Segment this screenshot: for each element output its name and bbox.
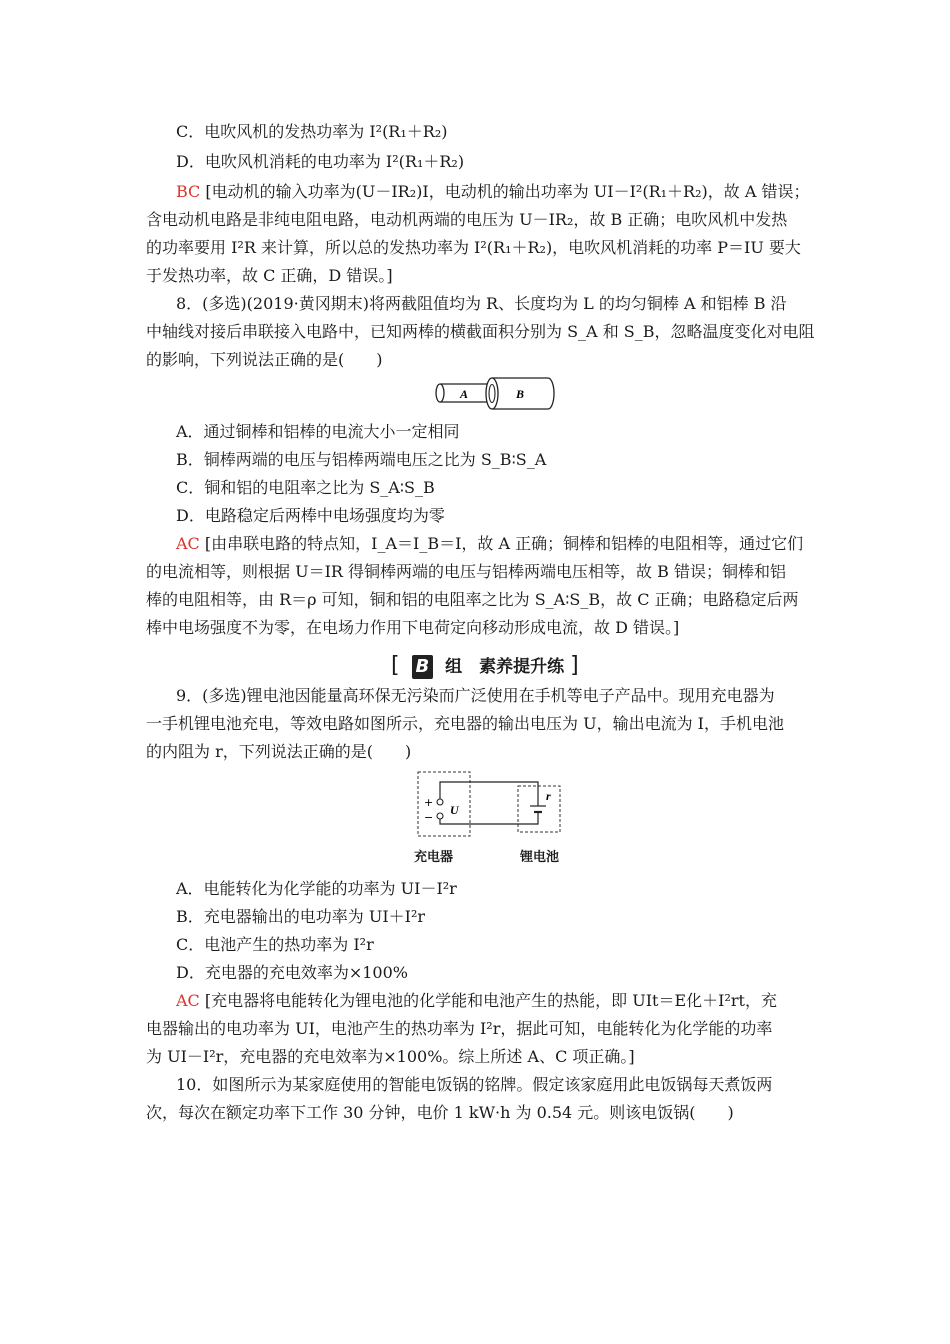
rod-b-label: B (516, 387, 525, 401)
q8-stem-2: 中轴线对接后串联接入电路中，已知两棒的横截面积分别为 S_A 和 S_B，忽略温度变化对电阻 (146, 322, 815, 341)
voltage-label: U (450, 803, 459, 817)
q9-stem-1: 9．(多选)锂电池因能量高环保无污染而广泛使用在手机等电子产品中。现用充电器为 (176, 686, 775, 705)
q8-answer-line-1 (176, 533, 803, 555)
q8-stem-3: 的影响，下列说法正确的是( ) (146, 350, 383, 369)
q8-option-b: B．铜棒两端的电压与铝棒两端电压之比为 S_B∶S_A (176, 450, 547, 469)
q10-stem-1: 10．如图所示为某家庭使用的智能电饭锅的铭牌。假定该家庭用此电饭锅每天煮饭两 (176, 1075, 773, 1094)
minus-sign: − (424, 811, 434, 824)
q9-option-a: A．电能转化为化学能的功率为 UI－I²r (176, 879, 457, 898)
q9-stem-3: 的内阻为 r，下列说法正确的是( ) (146, 742, 412, 761)
rod-a-label: A (460, 387, 469, 401)
q9-answer-key: AC (176, 991, 200, 1010)
q8-explanation-2: 的电流相等，则根据 U＝IR 得铜棒两端的电压与铝棒两端电压相等，故 B 错误；铜棒和铝 (146, 562, 786, 581)
plus-sign: + (424, 796, 434, 809)
q9-option-d: D．充电器的充电效率为×100% (176, 963, 408, 982)
resistance-label: r (546, 789, 551, 803)
battery-caption: 锂电池 (520, 850, 560, 865)
q10-stem-2: 次，每次在额定功率下工作 30 分钟，电价 1 kW·h 为 0.54 元。则该电饭锅( ) (146, 1103, 734, 1122)
q9-explanation-1: [充电器将电能转化为锂电池的化学能和电池产生的热能，即 UIt＝E化＋I²rt，充 (204, 991, 777, 1010)
q9-option-c: C．电池产生的热功率为 I²r (176, 935, 374, 954)
q8-option-a: A．通过铜棒和铝棒的电流大小一定相同 (176, 422, 460, 441)
circuit-figure (414, 770, 564, 840)
q8-explanation-3: 棒的电阻相等，由 R＝ρ 可知，铜和铝的电阻率之比为 S_A∶S_B，故 C 正确；电路稳定后两 (146, 590, 799, 609)
section-bracket-left: [ (391, 653, 400, 678)
charger-caption: 充电器 (414, 850, 454, 865)
q7-option-d: D．电吹风机消耗的电功率为 I²(R₁＋R₂) (176, 152, 465, 171)
q7-answer-line-1 (176, 181, 809, 203)
q7-explanation-3: 的功率要用 I²R 来计算，所以总的发热功率为 I²(R₁＋R₂)，电吹风机消耗的功率 P＝IU 要大 (146, 238, 801, 257)
q8-explanation-1: [由串联电路的特点知，I_A＝I_B＝I，故 A 正确；铜棒和铝棒的电阻相等，通过它们 (204, 534, 804, 553)
q9-option-b: B．充电器输出的电功率为 UI＋I²r (176, 907, 426, 926)
section-badge: B (412, 655, 434, 679)
q8-stem-1: 8．(多选)(2019·黄冈期末)将两截阻值均为 R、长度均为 L 的均匀铜棒 A 和铝棒 B 沿 (176, 294, 787, 313)
section-header (391, 654, 579, 679)
section-title: 组 素养提升练 (445, 657, 565, 677)
q9-answer-line-1 (176, 990, 777, 1012)
q8-answer-key: AC (176, 534, 200, 553)
rod-figure (430, 376, 556, 412)
q8-option-d: D．电路稳定后两棒中电场强度均为零 (176, 506, 445, 525)
section-bracket-right: ] (570, 653, 579, 678)
q7-answer-key: BC (176, 182, 201, 201)
q7-explanation-1: [电动机的输入功率为(U－IR₂)I，电动机的输出功率为 UI－I²(R₁＋R₂)，故 A 错误； (205, 182, 810, 201)
q8-explanation-4: 棒中电场强度不为零，在电场力作用下电荷定向移动形成电流，故 D 错误。] (146, 618, 680, 637)
q8-option-c: C．铜和铝的电阻率之比为 S_A∶S_B (176, 478, 435, 497)
q9-explanation-2: 电器输出的电功率为 UI，电池产生的热功率为 I²r，据此可知，电能转化为化学能的功率 (146, 1019, 773, 1038)
battery-box (518, 786, 560, 832)
q7-explanation-2: 含电动机电路是非纯电阻电路，电动机两端的电压为 U－IR₂，故 B 正确；电吹风机中发热 (146, 210, 788, 229)
q9-stem-2: 一手机锂电池充电，等效电路如图所示，充电器的输出电压为 U，输出电流为 I，手机电池 (146, 714, 784, 733)
q9-explanation-3: 为 UI－I²r，充电器的充电效率为×100%。综上所述 A、C 项正确。] (146, 1047, 635, 1066)
q7-explanation-4: 于发热功率，故 C 正确，D 错误。] (146, 266, 393, 285)
q7-option-c: C．电吹风机的发热功率为 I²(R₁＋R₂) (176, 122, 448, 141)
